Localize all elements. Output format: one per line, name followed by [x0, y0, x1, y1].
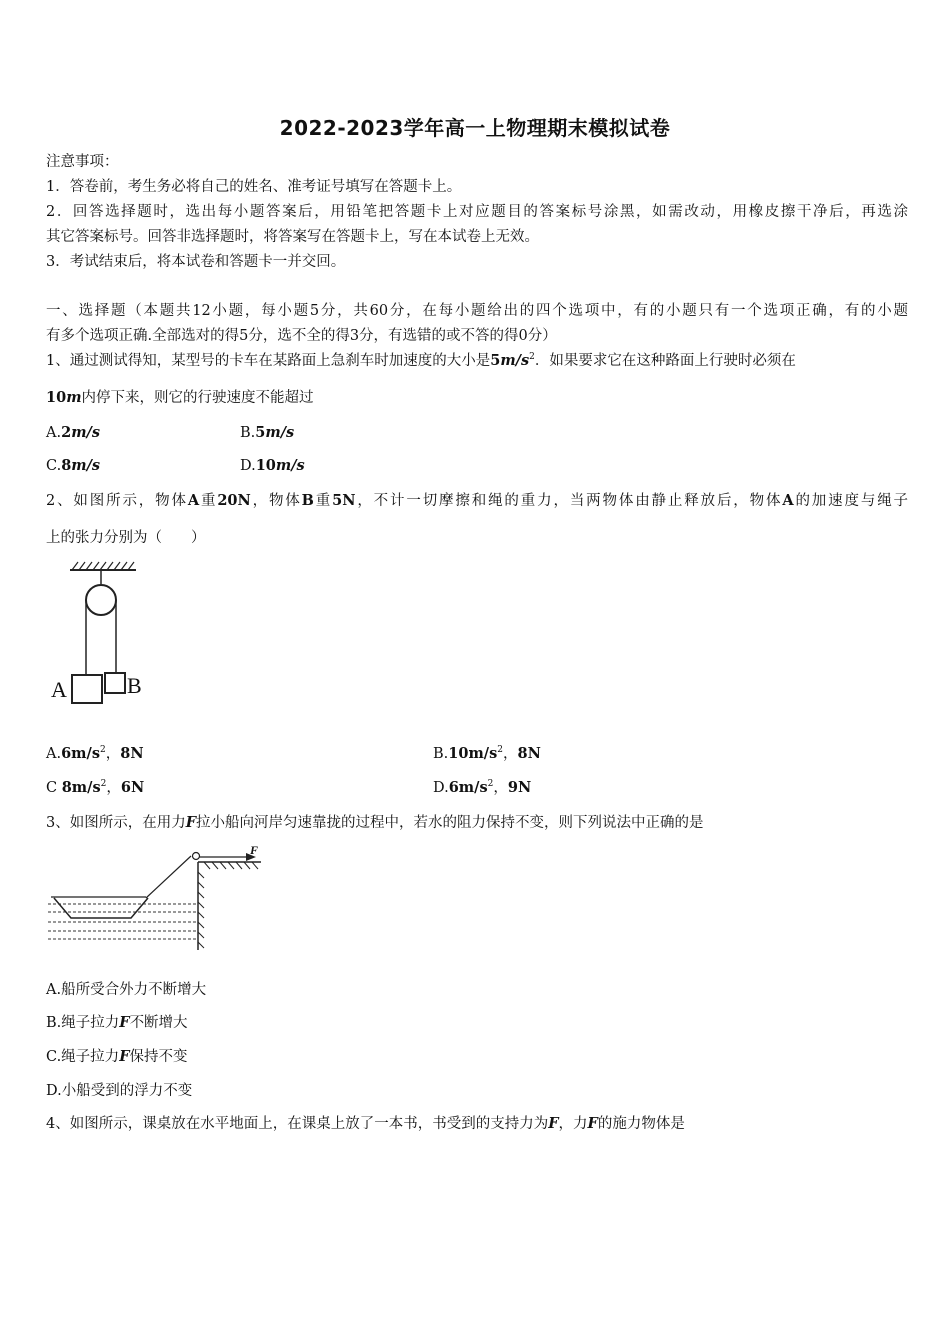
q3-option-d: D.小船受到的浮力不变: [46, 1083, 193, 1099]
q1-stem-line-2: [46, 388, 908, 408]
q2-stem-line-1: 2、如图所示，物体A重20N，物体B重5N，不计一切摩擦和绳的重力，当两物体由静止释放后，物体A的加速度与绳子: [46, 492, 909, 509]
q1-accel-unit: m/s: [500, 352, 530, 369]
q2-option-b: $B.10m/s^2$，8N: [433, 745, 541, 762]
block-a-label: A: [51, 677, 67, 702]
block-b-label: B: [127, 673, 142, 698]
notice-item-3: 3．考试结束后，将本试卷和答题卡一并交回。: [46, 254, 346, 270]
q2-option-a: $A.6m/s^2$，8N: [46, 745, 144, 762]
notice-item-2-line-2: 其它答案标号。回答非选择题时，将答案写在答题卡上，写在本试卷上无效。: [46, 229, 539, 245]
q1-option-d: D.10m/s: [240, 457, 305, 474]
boat-diagram: [46, 842, 266, 954]
q1-text-b: ．如果要求它在这种路面上行驶时必须在: [534, 353, 796, 369]
q1-stem-line-1: [46, 351, 908, 371]
q1-dist-unit: m: [66, 389, 82, 406]
q1-dist-num: 10: [46, 389, 67, 406]
q1-accel-exp: 2: [529, 352, 535, 363]
q2-stem-line-2: 上的张力分别为（ ）: [46, 530, 206, 546]
notice-heading: 注意事项：: [46, 154, 119, 170]
q2-option-d: $D.6m/s^2$，9N: [433, 779, 532, 796]
q3-option-c: C.绳子拉力F保持不变: [46, 1048, 188, 1065]
q1-text-a: 1、通过测试得知，某型号的卡车在某路面上急刹车时加速度的大小是: [46, 353, 491, 369]
q2-option-c: C $8m/s^2$，6N: [46, 779, 145, 796]
q1-option-c: C.8m/s: [46, 457, 101, 474]
q1-option-a: A.2m/s: [46, 424, 100, 441]
notice-item-1: 1．答卷前，考生务必将自己的姓名、准考证号填写在答题卡上。: [46, 179, 462, 195]
q3-option-a: A.船所受合外力不断增大: [46, 982, 207, 998]
q1-option-b: B.5m/s: [240, 424, 295, 441]
q1-accel-num: 5: [490, 352, 501, 369]
page-title: 2022-2023学年高一上物理期末模拟试卷: [279, 116, 671, 140]
section-heading-line-2: 有多个选项正确.全部选对的得5分，选不全的得3分，有选错的或不答的得0分）: [46, 328, 557, 344]
q3-stem-line-1: 3、如图所示，在用力F拉小船向河岸匀速靠拢的过程中，若水的阻力保持不变，则下列说法中正确的是: [46, 814, 704, 831]
force-f-label: F: [250, 843, 259, 857]
q1-text-c: 内停下来，则它的行驶速度不能超过: [81, 390, 314, 406]
q4-stem-line-1: 4、如图所示，课桌放在水平地面上，在课桌上放了一本书，书受到的支持力为F，力F的施力物体是: [46, 1115, 685, 1132]
notice-item-2-line-1: 2．回答选择题时，选出每小题答案后，用铅笔把答题卡上对应题目的答案标号涂黑，如需改动，用橡皮擦干净后，再选涂: [46, 204, 908, 220]
pulley-diagram: [48, 560, 158, 710]
section-heading-line-1: 一、选择题（本题共12小题，每小题5分，共60分，在每小题给出的四个选项中，有的小题只有一个选项正确，有的小题: [46, 303, 908, 319]
q3-option-b: B.绳子拉力F不断增大: [46, 1014, 188, 1031]
